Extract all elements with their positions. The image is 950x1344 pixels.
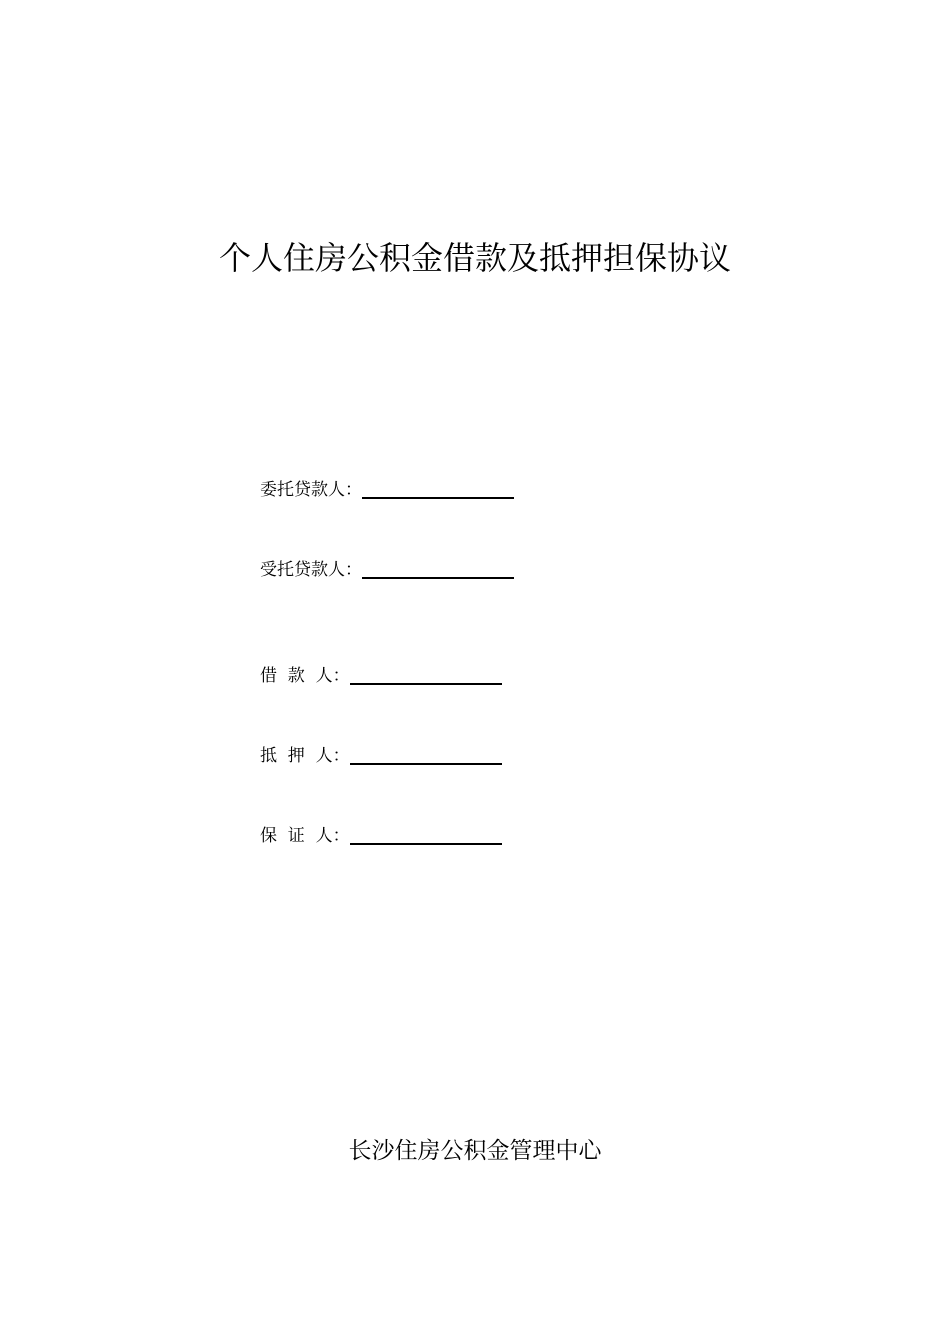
blank-line: [350, 763, 502, 765]
blank-line: [350, 843, 502, 845]
blank-line: [362, 497, 514, 499]
field-borrower: [260, 662, 502, 686]
field-label: 抵 押 人：: [260, 746, 350, 766]
issuer-name: 长沙住房公积金管理中心: [348, 1138, 602, 1164]
document-title: 个人住房公积金借款及抵押担保协议: [218, 239, 731, 277]
field-label: 保 证 人：: [260, 826, 350, 846]
blank-line: [350, 683, 502, 685]
blank-line: [362, 577, 514, 579]
field-entrusting-lender: [260, 476, 514, 500]
field-label: 受托贷款人：: [260, 560, 362, 580]
field-guarantor: [260, 822, 502, 846]
field-mortgagor: [260, 742, 502, 766]
field-label: 委托贷款人：: [260, 480, 362, 500]
field-label: 借 款 人：: [260, 666, 350, 686]
field-entrusted-lender: [260, 556, 514, 580]
